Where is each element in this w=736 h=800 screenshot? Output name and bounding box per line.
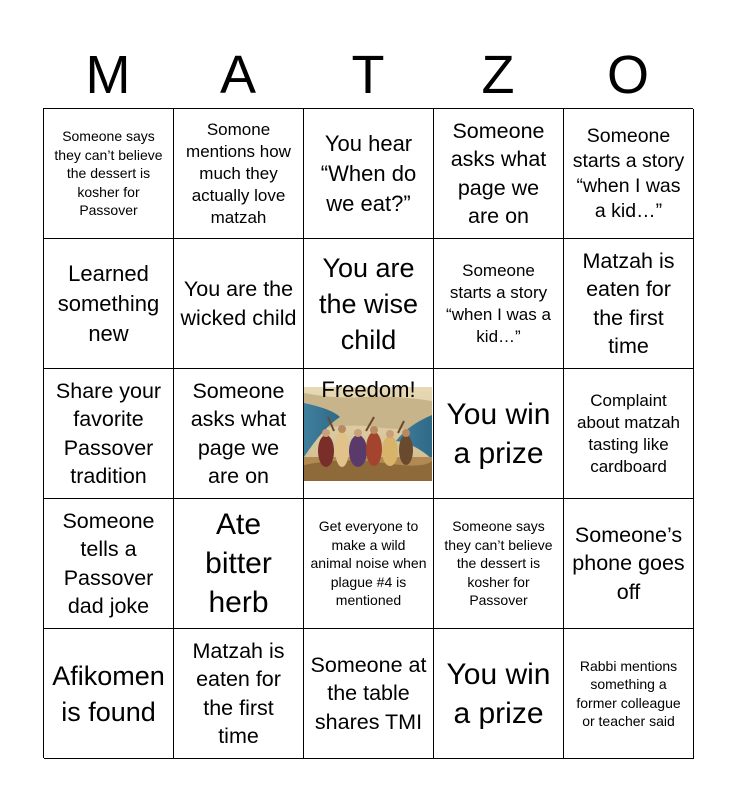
bingo-cell[interactable] — [564, 629, 694, 759]
bingo-header — [43, 42, 693, 108]
cell-text: Someone starts a story “when I was a kid…” — [446, 260, 551, 346]
cell-text: You hear “When do we eat?” — [320, 130, 417, 216]
cell-text: Complaint about matzah tasting like cardboard — [576, 390, 680, 476]
header-letter-z: Z — [481, 45, 515, 105]
bingo-cell[interactable] — [434, 499, 564, 629]
bingo-cell[interactable] — [304, 239, 434, 369]
bingo-cell[interactable] — [174, 499, 304, 629]
bingo-cell[interactable] — [434, 239, 564, 369]
bingo-cell[interactable] — [434, 629, 564, 759]
bingo-cell[interactable] — [174, 369, 304, 499]
bingo-cell[interactable] — [174, 109, 304, 239]
cell-text: You are the wicked child — [180, 277, 297, 330]
bingo-cell[interactable] — [304, 629, 434, 759]
cell-text: Someone asks what page we are on — [450, 118, 547, 228]
cell-text: You are the wise child — [318, 252, 419, 355]
bingo-grid — [43, 108, 693, 758]
bingo-cell[interactable] — [564, 239, 694, 369]
cell-text: Matzah is eaten for the first time — [582, 248, 675, 358]
bingo-cell[interactable] — [174, 239, 304, 369]
bingo-cell[interactable] — [564, 499, 694, 629]
bingo-cell[interactable] — [174, 629, 304, 759]
cell-text: Someone says they can’t believe the dessert is kosher for Passover — [444, 518, 553, 609]
cell-text: Someone asks what page we are on — [190, 378, 287, 488]
header-letter-t: T — [351, 45, 385, 105]
bingo-cell[interactable] — [304, 499, 434, 629]
bingo-cell[interactable] — [564, 369, 694, 499]
header-letter-a: A — [219, 45, 257, 105]
cell-text: Get everyone to make a wild animal noise when plague #4 is mentioned — [310, 518, 427, 609]
cell-text: You win a prize — [446, 397, 551, 470]
bingo-cell[interactable] — [434, 109, 564, 239]
cell-text: You win a prize — [446, 657, 551, 730]
bingo-cell[interactable] — [44, 499, 174, 629]
cell-text: Ate bitter herb — [205, 508, 272, 619]
cell-text: Learned something new — [57, 260, 160, 346]
free-space-label: Freedom! — [321, 377, 416, 402]
cell-text: Somone mentions how much they actually love matzah — [186, 119, 291, 227]
cell-text: Someone starts a story “when I was a kid…” — [572, 124, 685, 222]
header-letter-m: M — [85, 45, 131, 105]
cell-text: Afikomen is found — [52, 660, 165, 727]
free-space-cell[interactable] — [304, 369, 434, 499]
bingo-cell[interactable] — [44, 109, 174, 239]
bingo-cell[interactable] — [564, 109, 694, 239]
cell-text: Someone says they can’t believe the dessert is kosher for Passover — [54, 128, 163, 219]
cell-text: Share your favorite Passover tradition — [55, 378, 162, 488]
cell-text: Someone at the table shares TMI — [310, 652, 427, 734]
bingo-cell[interactable] — [44, 629, 174, 759]
bingo-cell[interactable] — [304, 109, 434, 239]
cell-text: Matzah is eaten for the first time — [192, 638, 285, 748]
cell-text: Someone’s phone goes off — [572, 522, 685, 604]
bingo-cell[interactable] — [44, 239, 174, 369]
bingo-cell[interactable] — [44, 369, 174, 499]
header-letter-o: O — [606, 45, 649, 105]
bingo-cell[interactable] — [434, 369, 564, 499]
cell-text: Rabbi mentions something a former colleague or teacher said — [576, 657, 681, 729]
cell-text: Someone tells a Passover dad joke — [62, 508, 155, 618]
